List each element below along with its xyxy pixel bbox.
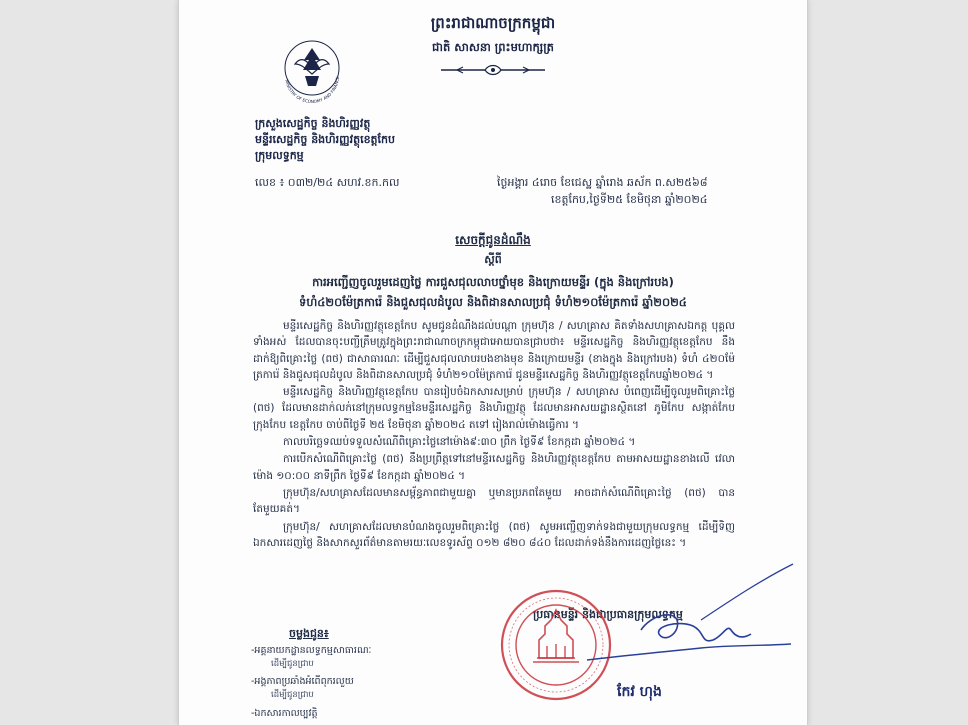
cc-note: ដើម្បីជូនជ្រាប — [271, 690, 314, 700]
signatory-title: ប្រធានមន្ទីរ និងជាប្រធានក្រុមលទ្ធកម្ម — [533, 608, 683, 621]
body-paragraph: មន្ទីរសេដ្ឋកិច្ច និងហិរញ្ញវត្ថុខេត្តកែប បានរៀបចំឯកសារសម្រាប់ ក្រុមហ៊ុន / សហគ្រាស បំពេញដើម្បីចូលរួមពិគ្រោះថ្លៃ (ពថ) ដែលមានដាក់លក់នៅក្រុមលទ្ធកម្មនៃមន្ទីរសេដ្ឋកិច្ច និងហិរញ្ញវត្ថុ ដែលមានអាសយដ្ឋានស្ថិតនៅ ភូមិកែប សង្កាត់កែប ក្រុងកែប ខេត្តកែប ចាប់ពីថ្ងៃទី ២៥ ខែមិថុនា ឆ្នាំ២០២៤ តទៅ រៀងរាល់ម៉ោងធ្វើការ ។ — [253, 386, 735, 431]
body-paragraph: ក្រុមហ៊ុន/សហគ្រាសដែលមានសម្ព័ន្ធភាពជាមួយគ្នា ឬមានប្រភពតែមួយ អាចដាក់សំណើពិគ្រោះថ្លៃ (ពថ) បានតែមួយគត់។ — [253, 486, 735, 516]
department-name: មន្ទីរសេដ្ឋកិច្ច និងហិរញ្ញវត្ថុខេត្តកែប — [255, 133, 395, 146]
ornament-divider — [437, 62, 549, 78]
handwritten-signature — [581, 560, 801, 680]
notice-about: ស្តីពី — [484, 253, 502, 266]
cc-item: -ឯកសារកាលប្បវត្តិ — [251, 708, 318, 719]
document-page — [178, 0, 808, 725]
ministry-name: ក្រសួងសេដ្ឋកិច្ច និងហិរញ្ញវត្ថុ — [255, 117, 371, 130]
subject-line-1: ការអញ្ជើញចូលរួមដេញថ្លៃ ការជួសជុលលាបថ្នាំមុខ និងក្រោយមន្ទីរ (ក្នុង និងក្រៅរបង) — [312, 275, 674, 289]
procurement-unit: ក្រុមលទ្ធកម្ម — [255, 149, 304, 162]
logo-text: MINISTRY OF ECONOMY AND FINANCE — [284, 76, 341, 105]
notice-title: សេចក្តីជូនដំណឹង — [455, 233, 531, 247]
ministry-logo — [275, 30, 349, 110]
document-number: លេខ ៖ ០៣២/២៤ សហវ.ខក.កល — [255, 176, 400, 189]
kingdom-heading: ព្រះរាជាណាចក្រកម្ពុជា — [430, 14, 556, 32]
body-paragraph: ការបើកសំណើពិគ្រោះថ្លៃ (ពថ) នឹងប្រព្រឹត្តទៅនៅមន្ទីរសេដ្ឋកិច្ច និងហិរញ្ញវត្ថុខេត្តកែប តាមអាសយដ្ឋានខាងលើ វេលាម៉ោង ១០:០០ នាទីព្រឹក ថ្ងៃទី៩ ខែកក្កដា ឆ្នាំ២០២៤ ។ — [253, 453, 735, 482]
body-paragraph: ក្រុមហ៊ុន/ សហគ្រាសដែលមានបំណងចូលរួមពិគ្រោះថ្លៃ (ពថ) សូមអញ្ជើញទាក់ទងជាមួយក្រុមលទ្ធកម្ម ដើម្បីទិញឯកសារដេញថ្លៃ និងសាកសួរព័ត៌មានតាមរយៈលេខទូរស័ព្ទ ០១២ ៨២០ ៨៤០ ដែលដាក់ទង់នឹងការដេញថ្លៃនេះ ។ — [253, 520, 735, 549]
solar-date: ខេត្តកែប,ថ្ងៃទី២៥ ខែមិថុនា ឆ្នាំ២០២៤ — [551, 193, 708, 206]
cc-heading: ចម្លងជូន៖ — [289, 627, 329, 640]
body-paragraph: កាលបរិច្ឆេទឈប់ទទួលសំណើពិគ្រោះថ្លៃនៅម៉ោង៩:៣០ ព្រឹក ថ្ងៃទី៩ ខែកក្កដា ឆ្នាំ២០២៤ ។ — [283, 436, 636, 449]
notice-body — [253, 318, 735, 552]
notice-subject — [253, 272, 733, 312]
body-paragraph: មន្ទីរសេដ្ឋកិច្ច និងហិរញ្ញវត្ថុខេត្តកែប សូមជូនដំណឹងដល់បណ្តា ក្រុមហ៊ុន / សហគ្រាស គិតទាំងសហគ្រាសឯកត្ត បុគ្គលទាំងអស់ ដែលបានចុះបញ្ជីត្រឹមត្រូវក្នុងព្រះរាជាណាចក្រកម្ពុជាអោយបានជ្រាបថា៖ មន្ទីរសេដ្ឋកិច្ច និងហិរញ្ញវត្ថុខេត្តកែប នឹងដាក់ឱ្យពិគ្រោះថ្លៃ (ពថ) ជាសាធារណៈ ដើម្បីជួសជុលលាបរបងខាងមុខ និងក្រោយមន្ទីរ (ខាងក្នុង និងក្រៅរបង) ទំហំ ៤២០ម៉ែត្រការ៉េ និងជួសជុលដំបូល និងពិដានសាលប្រជុំ ទំហំ២១០ម៉ែត្រការ៉េ ជូនមន្ទីរសេដ្ឋកិច្ច និងហិរញ្ញវត្ថុខេត្តកែបឆ្នាំ២០២៤ ។ — [253, 320, 735, 381]
ministry-block — [255, 116, 395, 164]
signatory-name: កែវ ហុង — [617, 684, 662, 700]
cc-item: -អង្គភាពប្រឆាំងអំពើពុករលួយ — [251, 676, 354, 687]
national-motto: ជាតិ សាសនា ព្រះមហាក្សត្រ — [432, 40, 554, 54]
subject-line-2: ទំហំ៤២០ម៉ែត្រការ៉េ និងជួសជុលដំបូល និងពិដានសាលប្រជុំ ទំហំ២១០ម៉ែត្រការ៉េ ឆ្នាំ២០២៤ — [299, 295, 687, 309]
cc-note: ដើម្បីជូនជ្រាប — [271, 659, 314, 669]
lunar-date: ថ្ងៃអង្គារ ៤រោច ខែជេស្ឋ ឆ្នាំរោង ឆស័ក ព.ស២៥៦៨ — [497, 176, 708, 189]
cc-item: -អគ្គនាយកដ្ឋានលទ្ធកម្មសាធារណៈ — [251, 645, 372, 656]
